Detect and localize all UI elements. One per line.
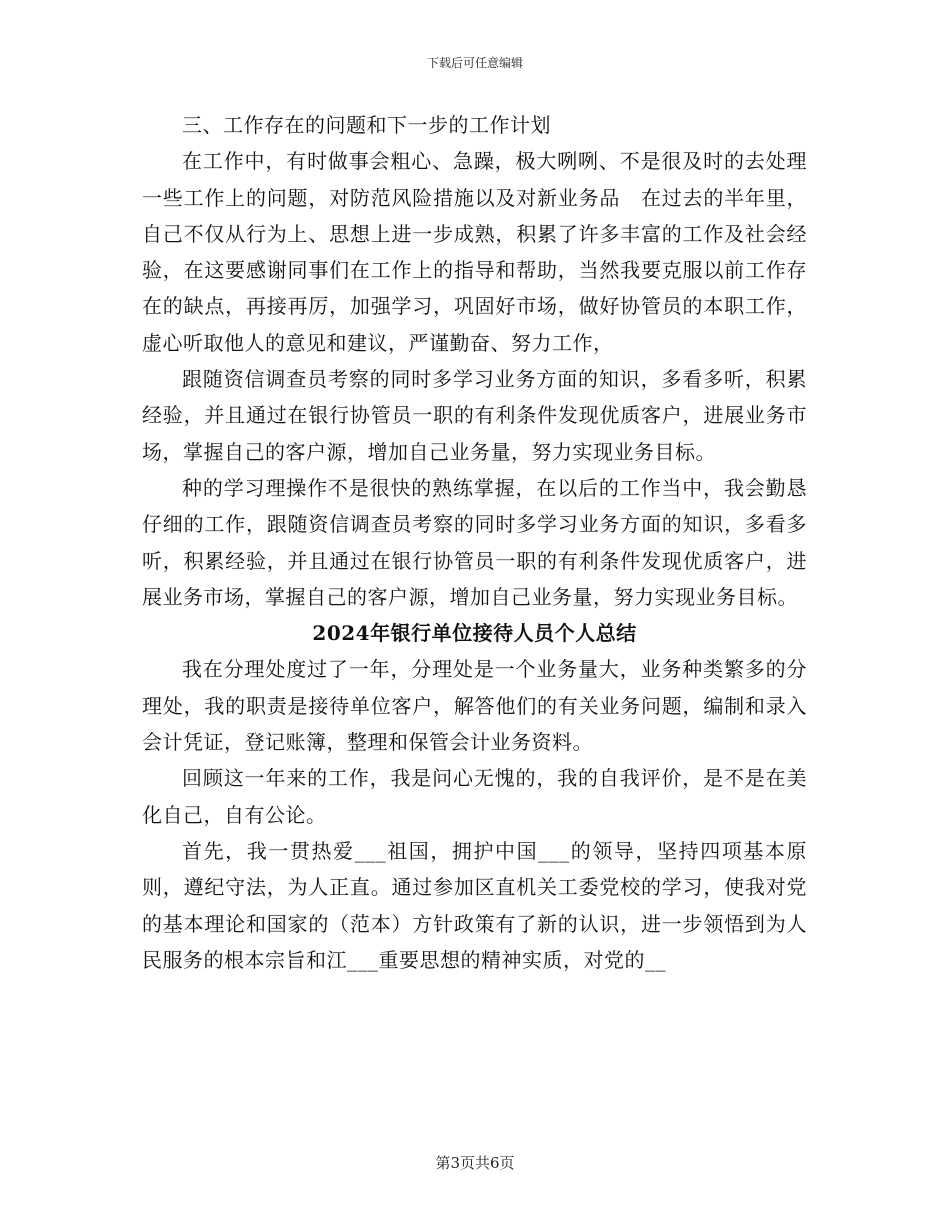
page-header-note: 下载后可任意编辑: [426, 56, 523, 70]
section-paragraph-2: 跟随资信调查员考察的同时多学习业务方面的知识，多看多听，积累经验，并且通过在银行协管员一职的有利条件发现优质客户，进展业务市场，掌握自己的客户源，增加自己业务量，努力实现业务目标。: [142, 367, 807, 464]
section-heading: 三、工作存在的问题和下一步的工作计划: [182, 113, 551, 137]
section-paragraph-3: 种的学习理操作不是很快的熟练掌握，在以后的工作当中，我会勤恳仔细的工作，跟随资信调查员考察的同时多学习业务方面的知识，多看多听，积累经验，并且通过在银行协管员一职的有利条件发现优质客户，进展业务市场，掌握自己的客户源，增加自己业务量，努力实现业务目标。: [142, 475, 807, 609]
document-body: [142, 107, 807, 978]
article-paragraph-2: 回顾这一年来的工作，我是问心无愧的，我的自我评价，是不是在美化自己，自有公论。: [142, 766, 807, 827]
page-number: 第3页共6页: [435, 1154, 515, 1172]
article-paragraph-1: 我在分理处度过了一年，分理处是一个业务量大，业务种类繁多的分理处，我的职责是接待单位客户，解答他们的有关业务问题，编制和录入会计凭证，登记账簿，整理和保管会计业务资料。: [142, 657, 807, 755]
section-paragraph-1: 在工作中，有时做事会粗心、急躁，极大咧咧、不是很及时的去处理一些工作上的问题，对防范风险措施以及对新业务品 在过去的半年里，自己不仅从行为上、思想上进一步成熟，积累了许多丰富的工作及社会经验，在这要感谢同事们在工作上的指导和帮助，当然我要克服以前工作存在的缺点，再接再厉，加强学习，巩固好市场，做好协管员的本职工作，虚心听取他人的意见和建议，严谨勤奋、努力工作，: [142, 149, 807, 355]
article-paragraph-3: 首先，我一贯热爱___祖国，拥护中国___的领导，坚持四项基本原则，遵纪守法，为人正直。通过参加区直机关工委党校的学习，使我对党的基本理论和国家的（范本）方针政策有了新的认识，进一步领悟到为人民服务的根本宗旨和江___重要思想的精神实质，对党的__: [142, 838, 807, 972]
article-title: 2024年银行单位接待人员个人总结: [312, 621, 637, 646]
